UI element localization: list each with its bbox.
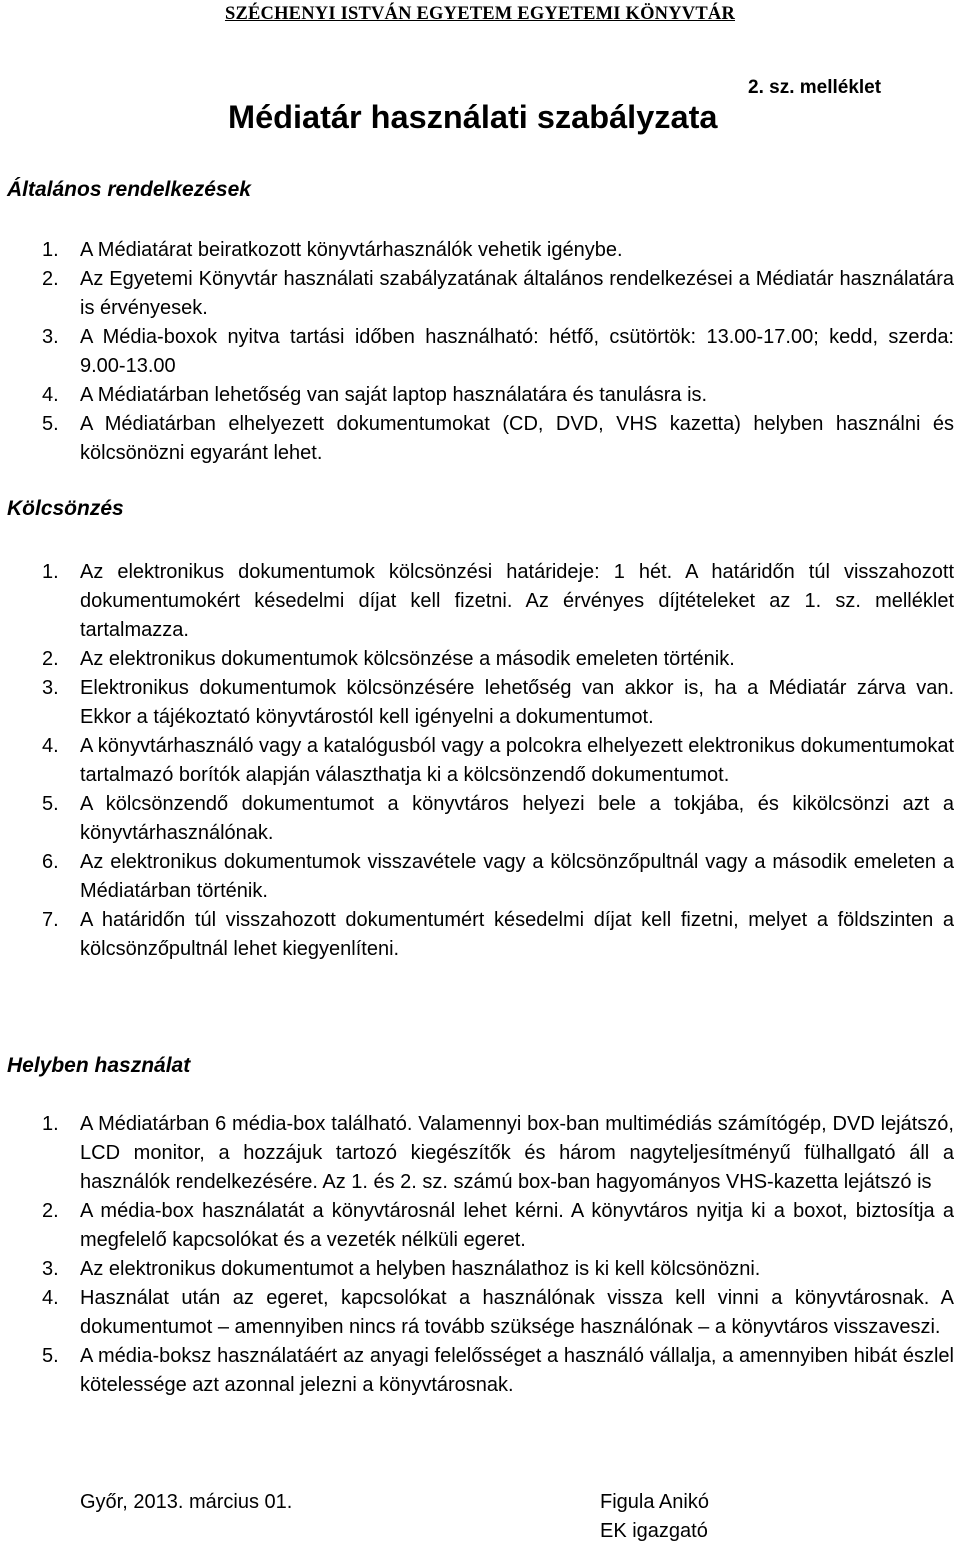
item-text: A média-boksz használatáért az anyagi felelősséget a használó vállalja, a amennyiben hibát észlel kötelessége azt azonnal jelezni a könyvtárosnak. bbox=[80, 1345, 954, 1396]
item-text: A Médiatárban elhelyezett dokumentumokat (CD, DVD, VHS kazetta) helyben használni és kölcsönözni egyaránt lehet. bbox=[80, 413, 954, 464]
lending-list bbox=[0, 558, 960, 964]
item-number: 1. bbox=[42, 1113, 59, 1135]
place-date: Győr, 2013. március 01. bbox=[80, 1491, 293, 1513]
list-item bbox=[0, 906, 960, 964]
item-text: Az Egyetemi Könyvtár használati szabályzatának általános rendelkezései a Médiatár használatára is érvényesek. bbox=[80, 268, 954, 319]
item-number: 2. bbox=[42, 268, 59, 290]
list-item bbox=[0, 1284, 960, 1342]
item-text: Használat után az egeret, kapcsolókat a használónak vissza kell vinni a könyvtárosnak. A dokumentumot – amennyiben nincs rá tovább szüksége használónak – a könyvtáros visszaveszi. bbox=[80, 1287, 954, 1338]
item-text: A határidőn túl visszahozott dokumentumért késedelmi díjat kell fizetni, melyet a földszinten a kölcsönzőpultnál lehet kiegyenlíteni. bbox=[80, 909, 954, 960]
item-number: 2. bbox=[42, 1200, 59, 1222]
item-text: Az elektronikus dokumentumot a helyben használathoz is ki kell kölcsönözni. bbox=[80, 1258, 761, 1280]
item-text: Az elektronikus dokumentumok kölcsönzési határideje: 1 hét. A határidőn túl visszahozott dokumentumokért késedelmi díjat kell fizetni. Az érvényes díjtételeket az 1. sz. melléklet tartalmazza. bbox=[80, 561, 954, 641]
signatory-name: Figula Anikó bbox=[600, 1491, 709, 1513]
item-text: Elektronikus dokumentumok kölcsönzésére lehetőség van akkor is, ha a Médiatár zárva van. Ekkor a tájékoztató könyvtárostól kell igényelni a dokumentumot. bbox=[80, 677, 954, 728]
item-number: 3. bbox=[42, 677, 59, 699]
list-item bbox=[0, 1342, 960, 1400]
annex-label: 2. sz. melléklet bbox=[748, 77, 882, 98]
onsite-use-list bbox=[0, 1110, 960, 1400]
item-text: Az elektronikus dokumentumok kölcsönzése a második emeleten történik. bbox=[80, 648, 735, 670]
list-item bbox=[0, 790, 960, 848]
page-title: Médiatár használati szabályzata bbox=[228, 99, 718, 135]
item-number: 4. bbox=[42, 384, 59, 406]
list-item bbox=[0, 645, 960, 674]
item-number: 4. bbox=[42, 735, 59, 757]
list-item bbox=[0, 381, 960, 410]
section-heading-general: Általános rendelkezések bbox=[7, 178, 251, 201]
item-number: 3. bbox=[42, 1258, 59, 1280]
item-text: Az elektronikus dokumentumok visszavétele vagy a kölcsönzőpultnál vagy a második emeleten a Médiatárban történik. bbox=[80, 851, 954, 902]
item-text: A kölcsönzendő dokumentumot a könyvtáros helyezi bele a tokjába, és kikölcsönzi azt a könyvtárhasználónak. bbox=[80, 793, 954, 844]
list-item bbox=[0, 732, 960, 790]
list-item bbox=[0, 323, 960, 381]
item-number: 2. bbox=[42, 648, 59, 670]
item-number: 1. bbox=[42, 561, 59, 583]
list-item bbox=[0, 265, 960, 323]
list-item bbox=[0, 236, 960, 265]
list-item bbox=[0, 1110, 960, 1197]
signatory-title: EK igazgató bbox=[600, 1520, 708, 1542]
item-number: 5. bbox=[42, 793, 59, 815]
list-item bbox=[0, 848, 960, 906]
library-header: SZÉCHENYI ISTVÁN EGYETEM EGYETEMI KÖNYVTÁR bbox=[224, 4, 736, 24]
item-text: A Médiatárban 6 média-box található. Valamennyi box-ban multimédiás számítógép, DVD lejátszó, LCD monitor, a hozzájuk tartozó kiegészítők és három nagyteljesítményű fülhallgató áll a használók rendelkezésére. Az 1. és 2. sz. számú box-ban hagyományos VHS-kazetta lejátszó is bbox=[80, 1113, 954, 1193]
item-text: A média-box használatát a könyvtárosnál lehet kérni. A könyvtáros nyitja ki a boxot, biztosítja a megfelelő kapcsolókat és a vezeték nélküli egeret. bbox=[80, 1200, 954, 1251]
list-item bbox=[0, 674, 960, 732]
item-number: 5. bbox=[42, 1345, 59, 1367]
item-text: A Médiatárat beiratkozott könyvtárhasználók vehetik igénybe. bbox=[80, 239, 623, 261]
list-item bbox=[0, 1255, 960, 1284]
item-text: A könyvtárhasználó vagy a katalógusból vagy a polcokra elhelyezett elektronikus dokumentumokat tartalmazó borítók alapján választhatja ki a kölcsönzendő dokumentumot. bbox=[80, 735, 954, 786]
item-number: 3. bbox=[42, 326, 59, 348]
list-item bbox=[0, 558, 960, 645]
section-heading-lending: Kölcsönzés bbox=[7, 497, 124, 520]
item-number: 1. bbox=[42, 239, 59, 261]
item-number: 5. bbox=[42, 413, 59, 435]
item-text: A Média-boxok nyitva tartási időben használható: hétfő, csütörtök: 13.00-17.00; kedd, szerda: 9.00-13.00 bbox=[80, 326, 954, 377]
item-number: 4. bbox=[42, 1287, 59, 1309]
section-heading-onsite-use: Helyben használat bbox=[7, 1054, 191, 1077]
list-item bbox=[0, 410, 960, 468]
item-number: 7. bbox=[42, 909, 59, 931]
item-number: 6. bbox=[42, 851, 59, 873]
item-text: A Médiatárban lehetőség van saját laptop használatára és tanulásra is. bbox=[80, 384, 708, 406]
list-item bbox=[0, 1197, 960, 1255]
general-provisions-list bbox=[0, 236, 960, 468]
